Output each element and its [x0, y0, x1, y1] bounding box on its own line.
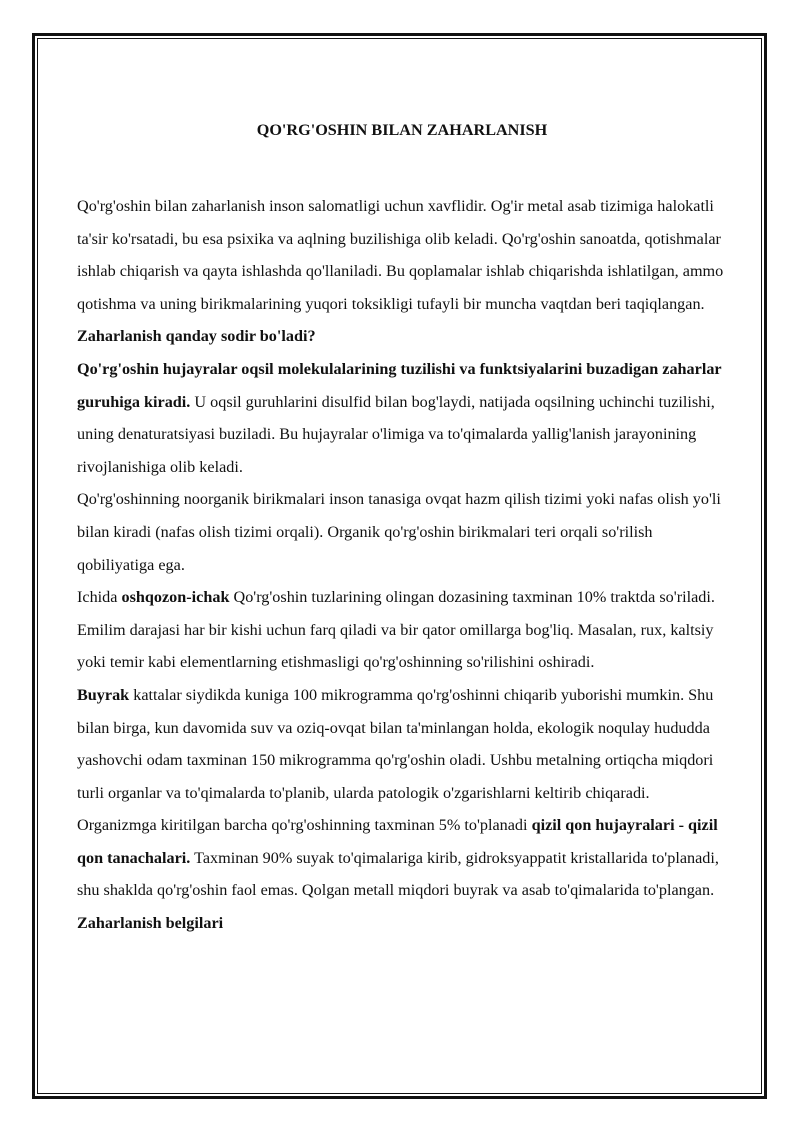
kidney-bold: Buyrak	[77, 685, 130, 704]
mechanism-paragraph	[77, 353, 727, 483]
document-title: QO'RG'OSHIN BILAN ZAHARLANISH	[256, 121, 548, 139]
intro-paragraph: Qo'rg'oshin bilan zaharlanish inson salomatligi uchun xavflidir. Og'ir metal asab tizimiga halokatli ta'sir ko'rsatadi, bu esa psixika va aqlning buzilishiga olib keladi. Qo'rg'oshin sanoatda, qotishmalar ishlab chiqarish va qayta ishlashda qo'llaniladi. Bu qoplamalar ishlab chiqarishda ishlatilgan, ammo qotishma va uning birikmalarining yuqori toksikligi tufayli bir muncha vaqtdan beri taqiqlangan.	[77, 197, 724, 313]
gastro-text: Qo'rg'oshin tuzlarining olingan dozasining taxminan 10% traktda so'riladi. Emilim darajasi har bir kishi uchun farq qiladi va bir qator omillarga bog'liq. Masalan, rux, kaltsiy yoki temir kabi elementlarning etishmasligi qo'rg'oshinning so'rilishini oshiradi.	[77, 588, 715, 672]
accumulation-text: Taxminan 90% suyak to'qimalariga kirib, gidroksyappatit kristallarida to'planadi, shu shaklda qo'rg'oshin faol emas. Qolgan metall miqdori buyrak va asab to'qimalarida to'plangan.	[77, 848, 719, 900]
kidney-text: kattalar siydikda kuniga 100 mikrogramma qo'rg'oshinni chiqarib yuborishi mumkin. Shu bilan birga, kun davomida suv va oziq-ovqat bilan ta'minlangan holda, ekologik noqulay hududda yashovchi odam taxminan 150 mikrogramma qo'rg'oshin oladi. Ushbu metalning ortiqcha miqdori turli organlar va to'qimalarda to'planib, ularda patologik o'zgarishlarni keltirib chiqaradi.	[77, 685, 714, 802]
gastro-prefix: Ichida	[77, 588, 122, 607]
accumulation-bold: qizil qon hujayralari - qizil qon tanachalari.	[77, 816, 718, 867]
section-heading-symptoms	[77, 907, 727, 940]
mechanism-bold-lead: Qo'rg'oshin hujayralar oqsil molekulalarining tuzilishi va funktsiyalarini buzadigan zaharlar guruhiga kiradi.	[77, 359, 722, 411]
accumulation-paragraph	[77, 809, 727, 907]
gastrointestinal-paragraph	[77, 581, 727, 679]
accumulation-prefix: Organizmga kiritilgan barcha qo'rg'oshinning taxminan 5% to'planadi	[77, 816, 532, 835]
gastro-bold: oshqozon-ichak	[121, 588, 230, 607]
section-heading-text: Zaharlanish qanday sodir bo'ladi?	[77, 327, 316, 346]
symptoms-heading-text: Zaharlanish belgilari	[77, 914, 224, 933]
entry-routes-paragraph: Qo'rg'oshinning noorganik birikmalari inson tanasiga ovqat hazm qilish tizimi yoki nafas olish yo'li bilan kiradi (nafas olish tizimi orqali). Organik qo'rg'oshin birikmalari teri orqali so'rilish qobiliyatiga ega.	[77, 490, 721, 574]
document-body	[77, 118, 727, 940]
section-heading-how-poisoning-occurs	[77, 320, 727, 353]
kidney-paragraph	[77, 679, 727, 809]
mechanism-text: U oqsil guruhlarini disulfid bilan bog'laydi, natijada oqsilning uchinchi tuzilishi, uning denaturatsiyasi buziladi. Bu hujayralar o'limiga va to'qimalarda yallig'lanish jarayonining rivojlanishiga olib keladi.	[77, 392, 715, 476]
